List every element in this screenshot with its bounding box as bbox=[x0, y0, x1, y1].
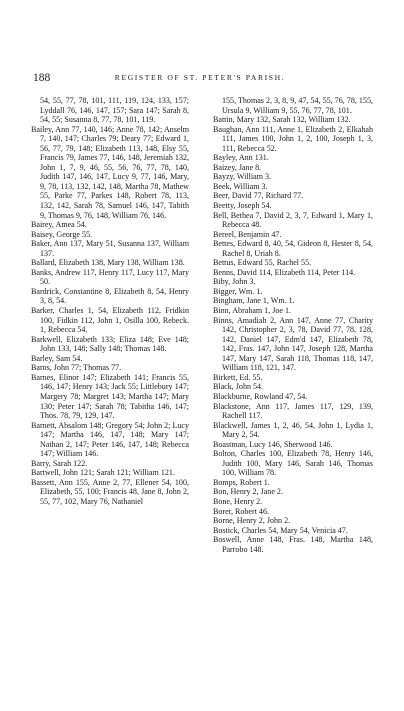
index-entry: Bon, Henry 2, Jane 2. bbox=[213, 487, 283, 497]
index-entry: Bayzy, William 3. bbox=[213, 172, 272, 182]
index-entry: Bomps, Robert 1. bbox=[213, 477, 270, 487]
index-entry: Bardrick, Constantine 8, Elizabeth 8, 54, Henry 3, 8, 54. bbox=[31, 286, 189, 306]
index-entry: Blackburne, Rowland 47, 54. bbox=[213, 391, 308, 401]
index-entry: Bingham, Jane 1, Wm. 1. bbox=[213, 296, 295, 306]
index-entry: Bettus, Edward 55, Rachel 55. bbox=[213, 258, 312, 268]
index-entry: Beek, William 3. bbox=[213, 181, 268, 191]
index-entry: Bartwell, John 121; Sarah 121; William 121. bbox=[31, 468, 175, 478]
index-entry: Barker, Charles 1, 54, Elizabeth 112, Fridkin 100, Fidkin 112, John 1, Osilla 100, Rebeck. 1, Rebecca 54. bbox=[31, 306, 189, 335]
index-entry: Boastman, Lucy 146, Sherwood 146. bbox=[213, 439, 333, 449]
index-entry: Beetty, Joseph 54. bbox=[213, 201, 272, 211]
index-entry: Bereel, Benjamin 47. bbox=[213, 229, 282, 239]
index-entry: Birkett, Ed. 55. bbox=[213, 372, 263, 382]
index-entry: Boswell, Anne 148, Fras. 148, Martha 148, Parrobo 148. bbox=[213, 535, 373, 554]
index-entry: Ballard, Elizabeth 138, Mary 138, William 138. bbox=[31, 258, 185, 268]
index-entry: Beer, David 77, Richard 77. bbox=[213, 191, 304, 201]
index-entry: 155, Thomas 2, 3, 8, 9, 47, 54, 55, 76, 78, 155, Ursula 9, William 9, 55, 76, 77, 78, 101. bbox=[222, 96, 373, 115]
index-entry: Binns, Amadiah 2, Ann 147, Anne 77, Charity 142, Christopher 2, 3, 78, David 77, 78, 128, 142, Daniel 147, Edm'd 147, Elizabeth 78, 142, Fras. 147, John 147, Joseph 128, Martha 147, Mary 147, Sarah 118, Thomas 118, 147, William 118, 121, 147. bbox=[213, 315, 373, 373]
index-entry: Baisey, George 55. bbox=[31, 229, 93, 239]
index-entry: Barnett, Absalom 148; Gregory 54; John 2; Lucy 147; Martha 146, 147, 148; Mary 147; Nathan 2, 147; Peter 146, 147, 148; Rebecca 147; William 146. bbox=[31, 420, 189, 459]
index-entry: Baughan, Ann 111, Anne 1, Elizabeth 2, Elkahah 111, James 100, John 1, 2, 100, Joseph 1, 3, 111, Rebecca 52. bbox=[213, 124, 373, 153]
index-entry: Bone, Henry 2. bbox=[213, 496, 263, 506]
index-entry: Bairey, Amea 54. bbox=[31, 220, 87, 230]
index-entry: Barkwell, Elizabeth 133; Eliza 148; Eve 148; John 133, 148; Sally 148; Thomas 148. bbox=[31, 334, 189, 354]
index-entry: Black, John 54. bbox=[213, 382, 264, 392]
index-entry: Borer, Robert 46. bbox=[213, 506, 269, 516]
index-entry: 54, 55, 77, 78, 101, 111, 119, 124, 133, 157; Lyddall 76, 146, 147, 157; Sara 147; Sarah 8, 54, 55; Susanna 8, 77, 78, 101, 119. bbox=[40, 96, 189, 125]
index-column-left bbox=[31, 96, 189, 507]
index-entry: Binn, Abraham 1, Joe 1. bbox=[213, 306, 292, 316]
index-entry: Banks, Andrew 117, Henry 117, Lucy 117, Mary 50. bbox=[31, 267, 189, 287]
index-entry: Bostick, Charles 54, Mary 54, Venicia 47. bbox=[213, 525, 348, 535]
index-entry: Barley, Sam 54. bbox=[31, 353, 83, 363]
index-entry: Bailey, Ann 77, 140, 146; Anne 78, 142; Anselm 7, 140, 147; Charles 79; Deary 77; Edward 1, 56, 77, 79, 148; Elizabeth 113, 148, Elsy 55, Francis 79, James 77, 146, 148, Jeremiah 132, John 1, 7, 9, 46, 55, 56, 76, 77, 78, 140, Judith 147, 146, 147, Lucy 9, 77, 146, Mary, 9, 78, 113, 132, 142, 148, Martha 78, Mathew 55, Parke 77, Parkes 148, Robert 78, 113, 132, 142, Sarah 78, Samuel 146, 147, Tabith 9, Thomas 9, 76, 148, William 76, 146. bbox=[31, 124, 189, 220]
index-entry: Baker, Ann 137, Mary 51, Susanna 137, William 137. bbox=[31, 239, 189, 258]
index-entry: Borne, Henry 2, John 2. bbox=[213, 516, 291, 526]
index-column-right bbox=[213, 96, 373, 554]
index-entry: Bigger, Wm. 1. bbox=[213, 286, 263, 296]
index-entry: Blackwell, James 1, 2, 46, 54, John 1, Lydia 1, Mary 2, 54. bbox=[213, 420, 373, 440]
index-entry: Bettes, Edward 8, 40, 54, Gideon 8, Hester 8, 54, Rachel 8, Uriah 8. bbox=[213, 239, 373, 258]
index-entry: Bayley, Ann 131. bbox=[213, 153, 269, 163]
index-entry: Blackstone, Ann 117, James 117, 129, 139, Rachell 117. bbox=[213, 401, 373, 421]
index-entry: Bell, Bethea 7, David 2, 3, 7, Edward 1, Mary 1, Rebecca 48. bbox=[213, 210, 373, 230]
index-entry: Battin, Mary 132, Sarah 132, William 132. bbox=[213, 115, 351, 125]
index-entry: Bolton, Charles 100, Elizabeth 78, Henry 146, Judith 100, Mary 146, Sarah 146, Thomas 100, William 78. bbox=[213, 449, 373, 478]
index-entry: Baizey, Jane 8. bbox=[213, 162, 262, 172]
index-entry: Barry, Sarah 122. bbox=[31, 458, 88, 468]
page-number: 188 bbox=[33, 72, 51, 84]
index-entry: Barns, John 77; Thomas 77. bbox=[31, 363, 122, 373]
page-header bbox=[33, 72, 367, 86]
index-entry: Benns, David 114, Elizabeth 114, Peter 114. bbox=[213, 267, 356, 277]
index-entry: Bassett, Ann 155, Anne 2, 77, Ellener 54, 100, Elizabeth, 55, 100; Francis 48, Jane 8, John 2, 55, 77, 102, Mary 76, Nathaniel bbox=[31, 477, 189, 506]
index-entry: Biby, John 3. bbox=[213, 277, 256, 287]
index-entry: Barnes, Elinor 147; Elizabeth 141; Francis 55, 146, 147; Henry 143; Jack 55; Littlebury 147; Margery 78; Margret 143; Martha 147; Mary 130; Peter 147; Sarah 78; Tabitha 146, 147; Thos. 78, 79, 129, 147. bbox=[31, 372, 189, 421]
running-title: REGISTER OF ST. PETER'S PARISH. bbox=[114, 73, 286, 82]
